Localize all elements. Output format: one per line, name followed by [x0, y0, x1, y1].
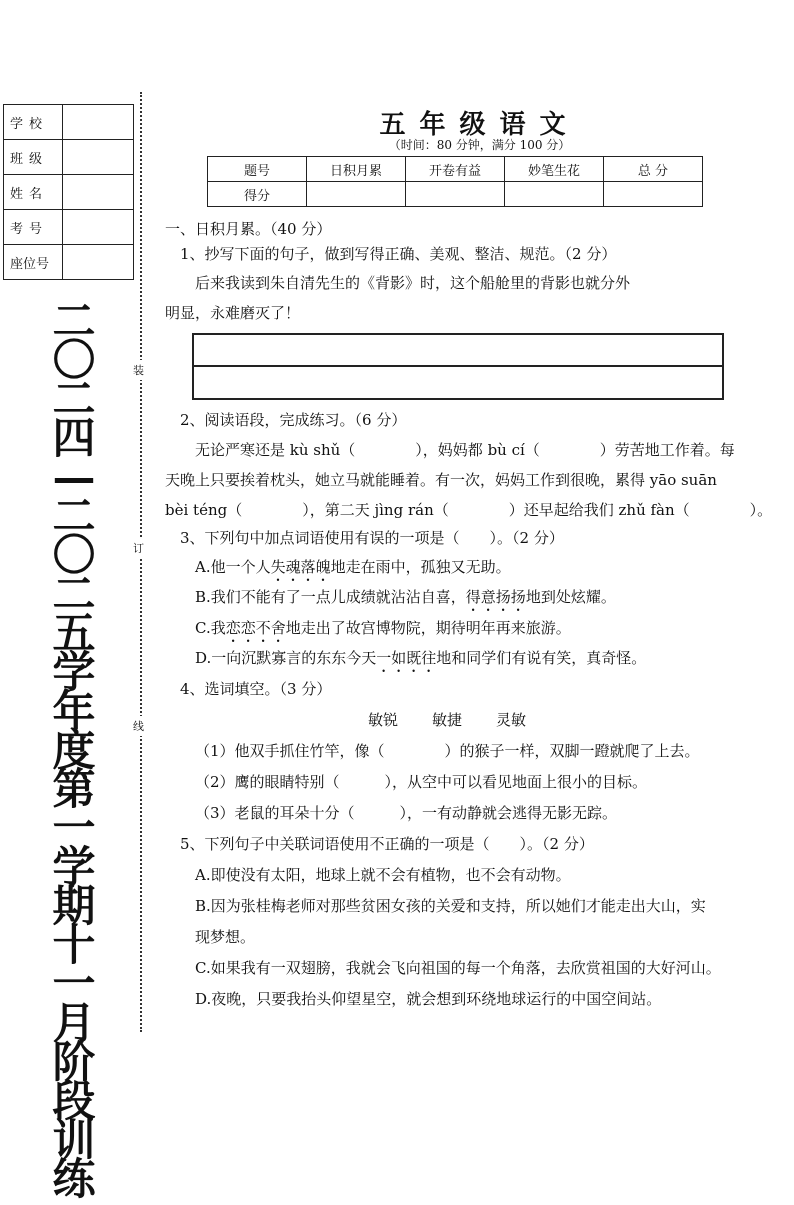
vt-char: 训 — [52, 1116, 96, 1166]
q1-text-line: 后来我读到朱自清先生的《背影》时，这个船舱里的背影也就分外 — [195, 274, 631, 292]
vt-char: 第 — [52, 765, 96, 815]
label-seat-number: 座位号 — [4, 245, 63, 280]
score-cell[interactable] — [406, 182, 505, 207]
q5-option-c: C.如果我有一双翅膀，我就会飞向祖国的每一个角落，去欣赏祖国的大好河山。 — [195, 959, 721, 977]
text: D.一向沉默寡言的东东今天 — [195, 649, 377, 667]
word-option: 灵敏 — [496, 711, 527, 729]
field-exam-number[interactable] — [63, 210, 134, 245]
q5-option-d: D.夜晚，只要我抬头仰望星空，就会想到环绕地球运行的中国空间站。 — [195, 990, 662, 1008]
q5-option-a: A.即使没有太阳，地球上就不会有植物，也不会有动物。 — [195, 866, 571, 884]
q5-prompt: 5、下列句子中关联词语使用不正确的一项是（ ）。（2 分） — [180, 835, 594, 853]
label-exam-number: 考号 — [4, 210, 63, 245]
vt-char: 练 — [52, 1155, 96, 1205]
vt-char: 度 — [52, 726, 96, 776]
label-name: 姓名 — [4, 175, 63, 210]
q4-sentence: （2）鹰的眼睛特别（ ），从空中可以看见地面上很小的目标。 — [195, 773, 648, 791]
score-cell[interactable] — [307, 182, 406, 207]
vt-char: 二 — [52, 492, 96, 542]
field-seat-number[interactable] — [63, 245, 134, 280]
word-option: 敏锐 — [368, 711, 399, 729]
score-cell[interactable] — [505, 182, 604, 207]
vt-char: 段 — [52, 1077, 96, 1127]
q4-sentence: （3）老鼠的耳朵十分（ ），一有动静就会逃得无影无踪。 — [195, 804, 618, 822]
exam-subtitle: （时间：80 分钟，满分 100 分） — [388, 138, 571, 152]
vt-char: 十 — [52, 921, 96, 971]
text: 地走在雨中，孤独又无助。 — [330, 558, 511, 576]
vertical-title — [44, 297, 104, 1205]
label-school: 学校 — [4, 105, 63, 140]
q5-option-b-cont: 现梦想。 — [195, 928, 256, 946]
score-header: 开卷有益 — [406, 157, 505, 182]
q4-prompt: 4、选词填空。（3 分） — [180, 680, 332, 698]
vt-char: 一 — [52, 960, 96, 1010]
vt-char: 月 — [52, 999, 96, 1049]
q2-text-line: 天晚上只要挨着枕头，她立马就能睡着。有一次，妈妈工作到很晚，累得 yāo suān — [165, 471, 717, 489]
q2-text-line: 无论严寒还是 kù shǔ（ ），妈妈都 bù cí（ ）劳苦地工作着。每 — [195, 441, 735, 459]
cut-mark-zhuang: 装 — [133, 360, 144, 380]
vt-char: 四 — [52, 414, 96, 464]
field-class[interactable] — [63, 140, 134, 175]
vt-char: — — [52, 453, 96, 503]
vt-char: 〇 — [52, 336, 96, 386]
field-name[interactable] — [63, 175, 134, 210]
vt-char: 五 — [52, 609, 96, 659]
field-school[interactable] — [63, 105, 134, 140]
q1-prompt: 1、抄写下面的句子，做到写得正确、美观、整洁、规范。（2 分） — [180, 245, 617, 263]
score-row-label: 得分 — [208, 182, 307, 207]
q2-text-line: bèi téng（ ），第二天 jìng rán（ ）还早起给我们 zhǔ fàn（ ）。 — [165, 501, 773, 519]
vt-char: 〇 — [52, 531, 96, 581]
binding-cut-line — [140, 92, 142, 1032]
label-class: 班级 — [4, 140, 63, 175]
score-table — [207, 156, 703, 207]
q3-option-c — [195, 618, 571, 646]
vt-char: 二 — [52, 570, 96, 620]
q3-option-d — [195, 648, 646, 676]
vt-char: 二 — [52, 297, 96, 347]
score-header: 妙笔生花 — [505, 157, 604, 182]
dotted-word: 一如既往 — [376, 649, 437, 667]
q2-prompt: 2、阅读语段，完成练习。（6 分） — [180, 411, 407, 429]
section-title: 一、日积月累。（40 分） — [165, 220, 332, 238]
vt-char: 学 — [52, 648, 96, 698]
q1-text-line: 明显，永难磨灭了！ — [165, 304, 301, 322]
text: A.他一个人 — [195, 558, 271, 576]
cut-mark-ding: 订 — [133, 538, 144, 558]
student-info-table — [3, 104, 134, 280]
dotted-word: 失魂落魄 — [270, 558, 331, 576]
vt-char: 学 — [52, 843, 96, 893]
text: 地走出了故宫博物院，期待明年再来旅游。 — [285, 619, 571, 637]
q3-option-b — [195, 587, 616, 615]
vt-char: 年 — [52, 687, 96, 737]
dotted-word: 得意扬扬 — [465, 588, 526, 606]
cut-mark-xian: 线 — [133, 716, 144, 736]
dotted-word: 恋恋不舍 — [225, 619, 286, 637]
vt-char: 阶 — [52, 1038, 96, 1088]
vt-char: 一 — [52, 804, 96, 854]
text: 地和同学们有说有笑，真奇怪。 — [436, 649, 647, 667]
score-header: 日积月累 — [307, 157, 406, 182]
vt-char: 二 — [52, 375, 96, 425]
word-option: 敏捷 — [432, 711, 463, 729]
q5-option-b: B.因为张桂梅老师对那些贫困女孩的关爱和支持，所以她们才能走出大山，实 — [195, 897, 706, 915]
text: B.我们不能有了一点儿成绩就沾沾自喜， — [195, 588, 466, 606]
text: 地到处炫耀。 — [525, 588, 616, 606]
score-header: 总 分 — [604, 157, 703, 182]
q3-prompt: 3、下列句中加点词语使用有误的一项是（ ）。（2 分） — [180, 529, 564, 547]
exam-title: 五年级语文 — [379, 110, 580, 140]
score-header: 题号 — [208, 157, 307, 182]
score-cell[interactable] — [604, 182, 703, 207]
q4-word-bank — [368, 710, 560, 730]
q4-sentence: （1）他双手抓住竹竿，像（ ）的猴子一样，双脚一蹬就爬了上去。 — [195, 742, 700, 760]
text: C.我 — [195, 619, 226, 637]
handwriting-box[interactable] — [192, 333, 724, 400]
q3-option-a — [195, 557, 511, 585]
vt-char: 期 — [52, 882, 96, 932]
